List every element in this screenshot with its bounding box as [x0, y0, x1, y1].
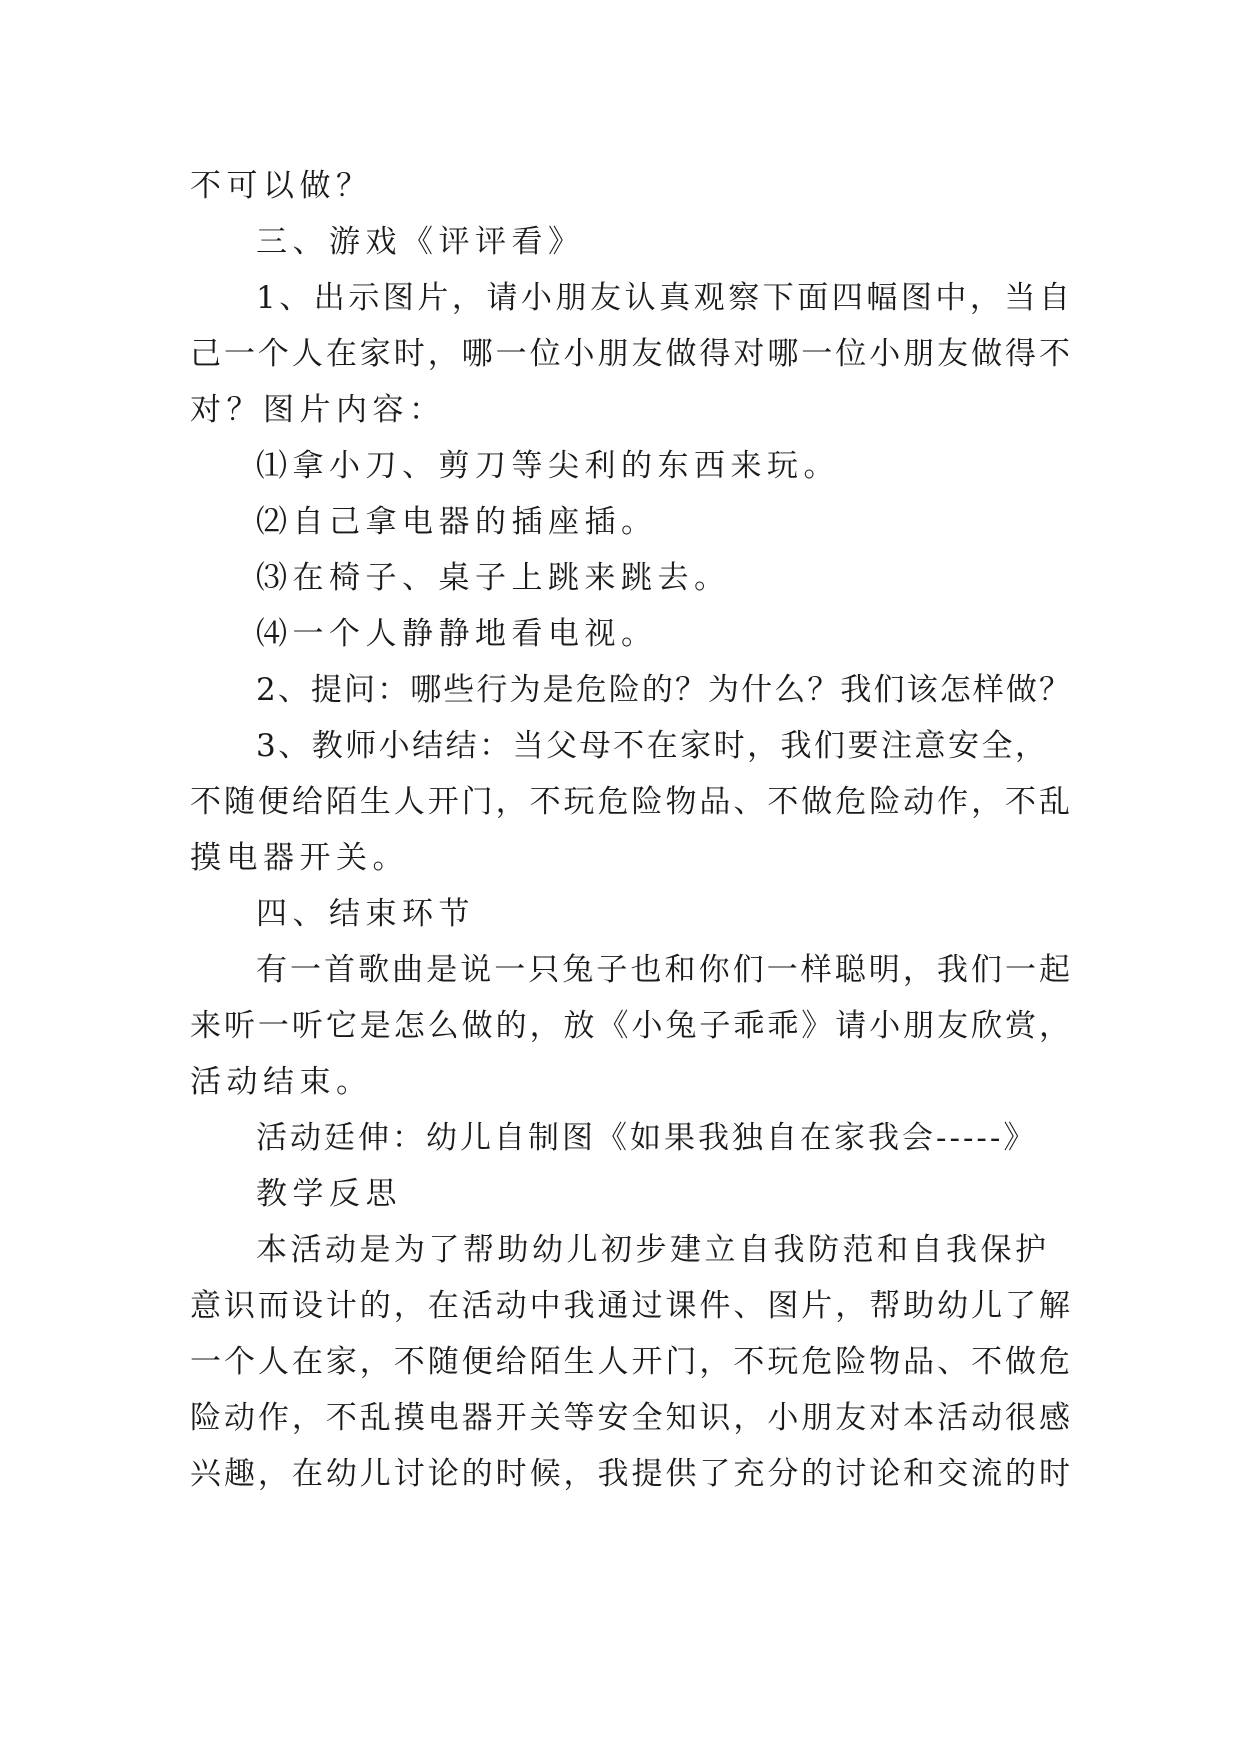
list-item: ⑵自己拿电器的插座插。: [256, 504, 658, 540]
text-line: 己一个人在家时，哪一位小朋友做得对哪一位小朋友做得不: [190, 336, 1070, 372]
text-line: 摸电器开关。: [190, 840, 409, 876]
list-item: ⑶在椅子、桌子上跳来跳去。: [256, 560, 731, 596]
text-line: 2、提问：哪些行为是危险的？为什么？我们该怎样做？: [256, 672, 1070, 708]
text-line: 活动结束。: [190, 1064, 373, 1100]
text-line: 来听一听它是怎么做的，放《小兔子乖乖》请小朋友欣赏，: [190, 1008, 1070, 1044]
text-line: 不可以做？: [190, 168, 373, 204]
list-item: ⑷一个人静静地看电视。: [256, 616, 658, 652]
text-line: 1、出示图片，请小朋友认真观察下面四幅图中，当自: [256, 280, 1070, 316]
text-line: 不随便给陌生人开门，不玩危险物品、不做危险动作，不乱: [190, 784, 1070, 820]
list-item: ⑴拿小刀、剪刀等尖利的东西来玩。: [256, 448, 840, 484]
text-line: 有一首歌曲是说一只兔子也和你们一样聪明，我们一起: [256, 952, 1070, 988]
section-heading: 四、结束环节: [256, 896, 475, 932]
section-heading: 三、游戏《评评看》: [256, 224, 585, 260]
text-line: 3、教师小结结：当父母不在家时，我们要注意安全，: [256, 728, 1046, 764]
text-line: 意识而设计的，在活动中我通过课件、图片，帮助幼儿了解: [190, 1288, 1070, 1324]
text-line: 一个人在家，不随便给陌生人开门，不玩危险物品、不做危: [190, 1344, 1070, 1380]
text-line: 险动作，不乱摸电器开关等安全知识，小朋友对本活动很感: [190, 1400, 1070, 1436]
text-line: 兴趣，在幼儿讨论的时候，我提供了充分的讨论和交流的时: [190, 1456, 1070, 1492]
text-line: 对？图片内容：: [190, 392, 446, 428]
section-heading: 教学反思: [256, 1176, 402, 1212]
text-line: 本活动是为了帮助幼儿初步建立自我防范和自我保护: [256, 1232, 1046, 1268]
text-line: 活动廷伸：幼儿自制图《如果我独自在家我会-----》: [256, 1120, 1038, 1156]
